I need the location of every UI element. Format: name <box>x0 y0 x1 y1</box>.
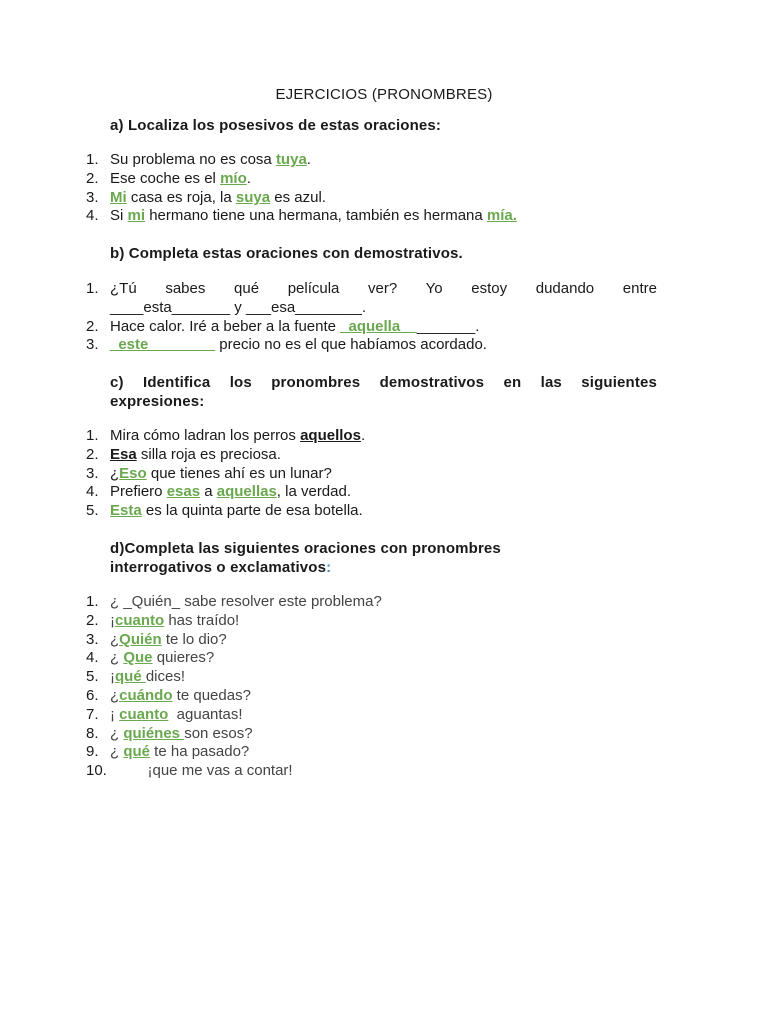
item-text: ¿ _Quién_ sabe resolver este problema? <box>110 593 382 610</box>
list-item <box>0 593 382 612</box>
item-text: ¿ <box>110 464 120 482</box>
answer-highlight: Quién <box>119 630 162 648</box>
item-text: casa es roja, la <box>126 188 236 206</box>
item-number: 4. <box>86 483 99 501</box>
list-item <box>0 687 382 706</box>
answer-highlight: qué <box>123 743 151 761</box>
answer-highlight: qué <box>115 668 146 686</box>
answer-highlight: mío <box>220 169 247 187</box>
item-number: 5. <box>86 668 99 686</box>
answer-highlight: aquellas <box>216 483 277 501</box>
section-c-list <box>0 427 365 521</box>
item-text: Si <box>110 207 128 225</box>
answer-highlight: cuándo <box>119 686 173 704</box>
heading-line: expresiones: <box>110 393 205 410</box>
item-number: 1. <box>86 593 99 610</box>
item-number: 7. <box>86 705 99 723</box>
item-text: precio no es el que habíamos acordado. <box>215 336 487 354</box>
item-text: , la verdad. <box>276 483 352 501</box>
section-d-list <box>0 593 382 781</box>
heading-line: d)Completa las siguientes oraciones con pronombres <box>110 540 501 557</box>
list-item <box>0 502 365 521</box>
item-number: 4. <box>86 207 99 225</box>
list-item <box>0 465 365 484</box>
item-text: que tienes ahí es un lunar? <box>146 464 332 482</box>
list-item <box>0 631 382 650</box>
answer-highlight: _aquella__ <box>340 317 417 335</box>
list-item <box>0 170 517 189</box>
item-text: hermano tiene una hermana, también es hermana <box>145 207 487 225</box>
section-b-heading: b) Completa estas oraciones con demostrativos. <box>110 245 463 262</box>
item-text: Hace calor. Iré a beber a la fuente <box>110 317 341 335</box>
item-number: 4. <box>86 649 99 667</box>
item-text: ¡ <box>110 668 115 686</box>
list-item <box>0 280 657 318</box>
list-item <box>0 725 382 744</box>
item-text: ¿ <box>110 630 120 648</box>
item-text: ____esta_______ y ___esa________. <box>110 298 367 316</box>
answer-highlight: aquellos <box>300 427 361 444</box>
answer-highlight: Eso <box>119 464 147 482</box>
answer-highlight: _este________ <box>110 336 216 354</box>
answer-highlight: cuanto <box>115 611 165 629</box>
item-text: te quedas? <box>172 686 251 704</box>
item-number: 3. <box>86 336 99 354</box>
item-text: es azul. <box>270 188 326 206</box>
item-text: . <box>360 427 366 444</box>
list-item <box>0 649 382 668</box>
answer-highlight: Esta <box>110 502 142 520</box>
item-number: 3. <box>86 188 99 206</box>
heading-line: interrogativos o exclamativos <box>110 559 327 576</box>
item-text: Su problema no es cosa <box>110 151 276 168</box>
item-text: ¿Tú sabes qué película ver? Yo estoy dudando entre <box>110 280 657 297</box>
list-item <box>0 427 365 446</box>
item-number: 6. <box>86 686 99 704</box>
item-text: ¡que me vas a contar! <box>110 762 293 780</box>
item-text: es la quinta parte de esa botella. <box>141 502 363 520</box>
section-d-heading <box>110 539 501 577</box>
answer-highlight: suya <box>235 188 271 206</box>
item-text: . <box>306 151 311 168</box>
list-item <box>0 318 657 337</box>
item-text: has traído! <box>164 611 240 629</box>
answer-highlight: Mi <box>110 188 127 206</box>
list-item <box>0 207 517 226</box>
item-text: ¿ <box>110 686 120 704</box>
item-text: Mira cómo ladran los perros <box>110 427 301 444</box>
item-text: te lo dio? <box>161 630 227 648</box>
list-item <box>0 743 382 762</box>
item-text: quieres? <box>152 649 215 667</box>
item-number: 2. <box>86 169 99 187</box>
item-text: ¡ <box>110 611 115 629</box>
item-text: a <box>200 483 217 501</box>
section-c-heading <box>110 373 657 411</box>
answer-highlight: esas <box>166 483 201 501</box>
item-text: _______. <box>416 317 480 335</box>
item-text: silla roja es preciosa. <box>136 445 281 463</box>
list-item <box>0 668 382 687</box>
heading-line: c) Identifica los pronombres demostrativos en las siguientes <box>110 374 657 391</box>
list-item <box>0 151 517 170</box>
item-text: ¡ <box>110 705 120 723</box>
item-text: ¿ <box>110 743 124 761</box>
heading-colon: : <box>326 559 332 576</box>
item-number: 1. <box>86 151 99 168</box>
item-number: 8. <box>86 724 99 742</box>
item-number: 3. <box>86 464 99 482</box>
item-number: 2. <box>86 611 99 629</box>
item-number: 2. <box>86 317 99 335</box>
list-item <box>0 336 657 355</box>
list-item <box>0 762 382 781</box>
answer-highlight: mía. <box>486 207 517 225</box>
item-number: 5. <box>86 502 99 520</box>
item-text: Prefiero <box>110 483 167 501</box>
section-a-list <box>0 151 517 226</box>
item-number: 9. <box>86 743 99 761</box>
item-number: 10. <box>86 762 107 780</box>
section-a-heading: a) Localiza los posesivos de estas oraciones: <box>110 117 442 134</box>
answer-highlight: Que <box>123 649 153 667</box>
item-text: ¿ <box>110 724 124 742</box>
item-text: ¿ <box>110 649 124 667</box>
item-number: 2. <box>86 445 99 463</box>
item-text: dices! <box>145 668 186 686</box>
answer-highlight: Esa <box>110 445 137 463</box>
section-b-list <box>0 280 657 355</box>
list-item <box>0 706 382 725</box>
item-text: Ese coche es el <box>110 169 221 187</box>
item-text: son esos? <box>184 724 253 742</box>
list-item <box>0 446 365 465</box>
list-item <box>0 483 365 502</box>
list-item <box>0 612 382 631</box>
list-item <box>0 189 517 208</box>
item-number: 1. <box>86 427 99 444</box>
answer-highlight: quiénes <box>123 724 185 742</box>
item-text: te ha pasado? <box>150 743 250 761</box>
item-number: 1. <box>86 280 99 297</box>
answer-highlight: tuya <box>275 151 307 168</box>
answer-highlight: cuanto <box>119 705 169 723</box>
item-text: aguantas! <box>168 705 243 723</box>
answer-highlight: mi <box>127 207 146 225</box>
item-text: . <box>246 169 251 187</box>
item-number: 3. <box>86 630 99 648</box>
page-title: EJERCICIOS (PRONOMBRES) <box>275 86 493 103</box>
